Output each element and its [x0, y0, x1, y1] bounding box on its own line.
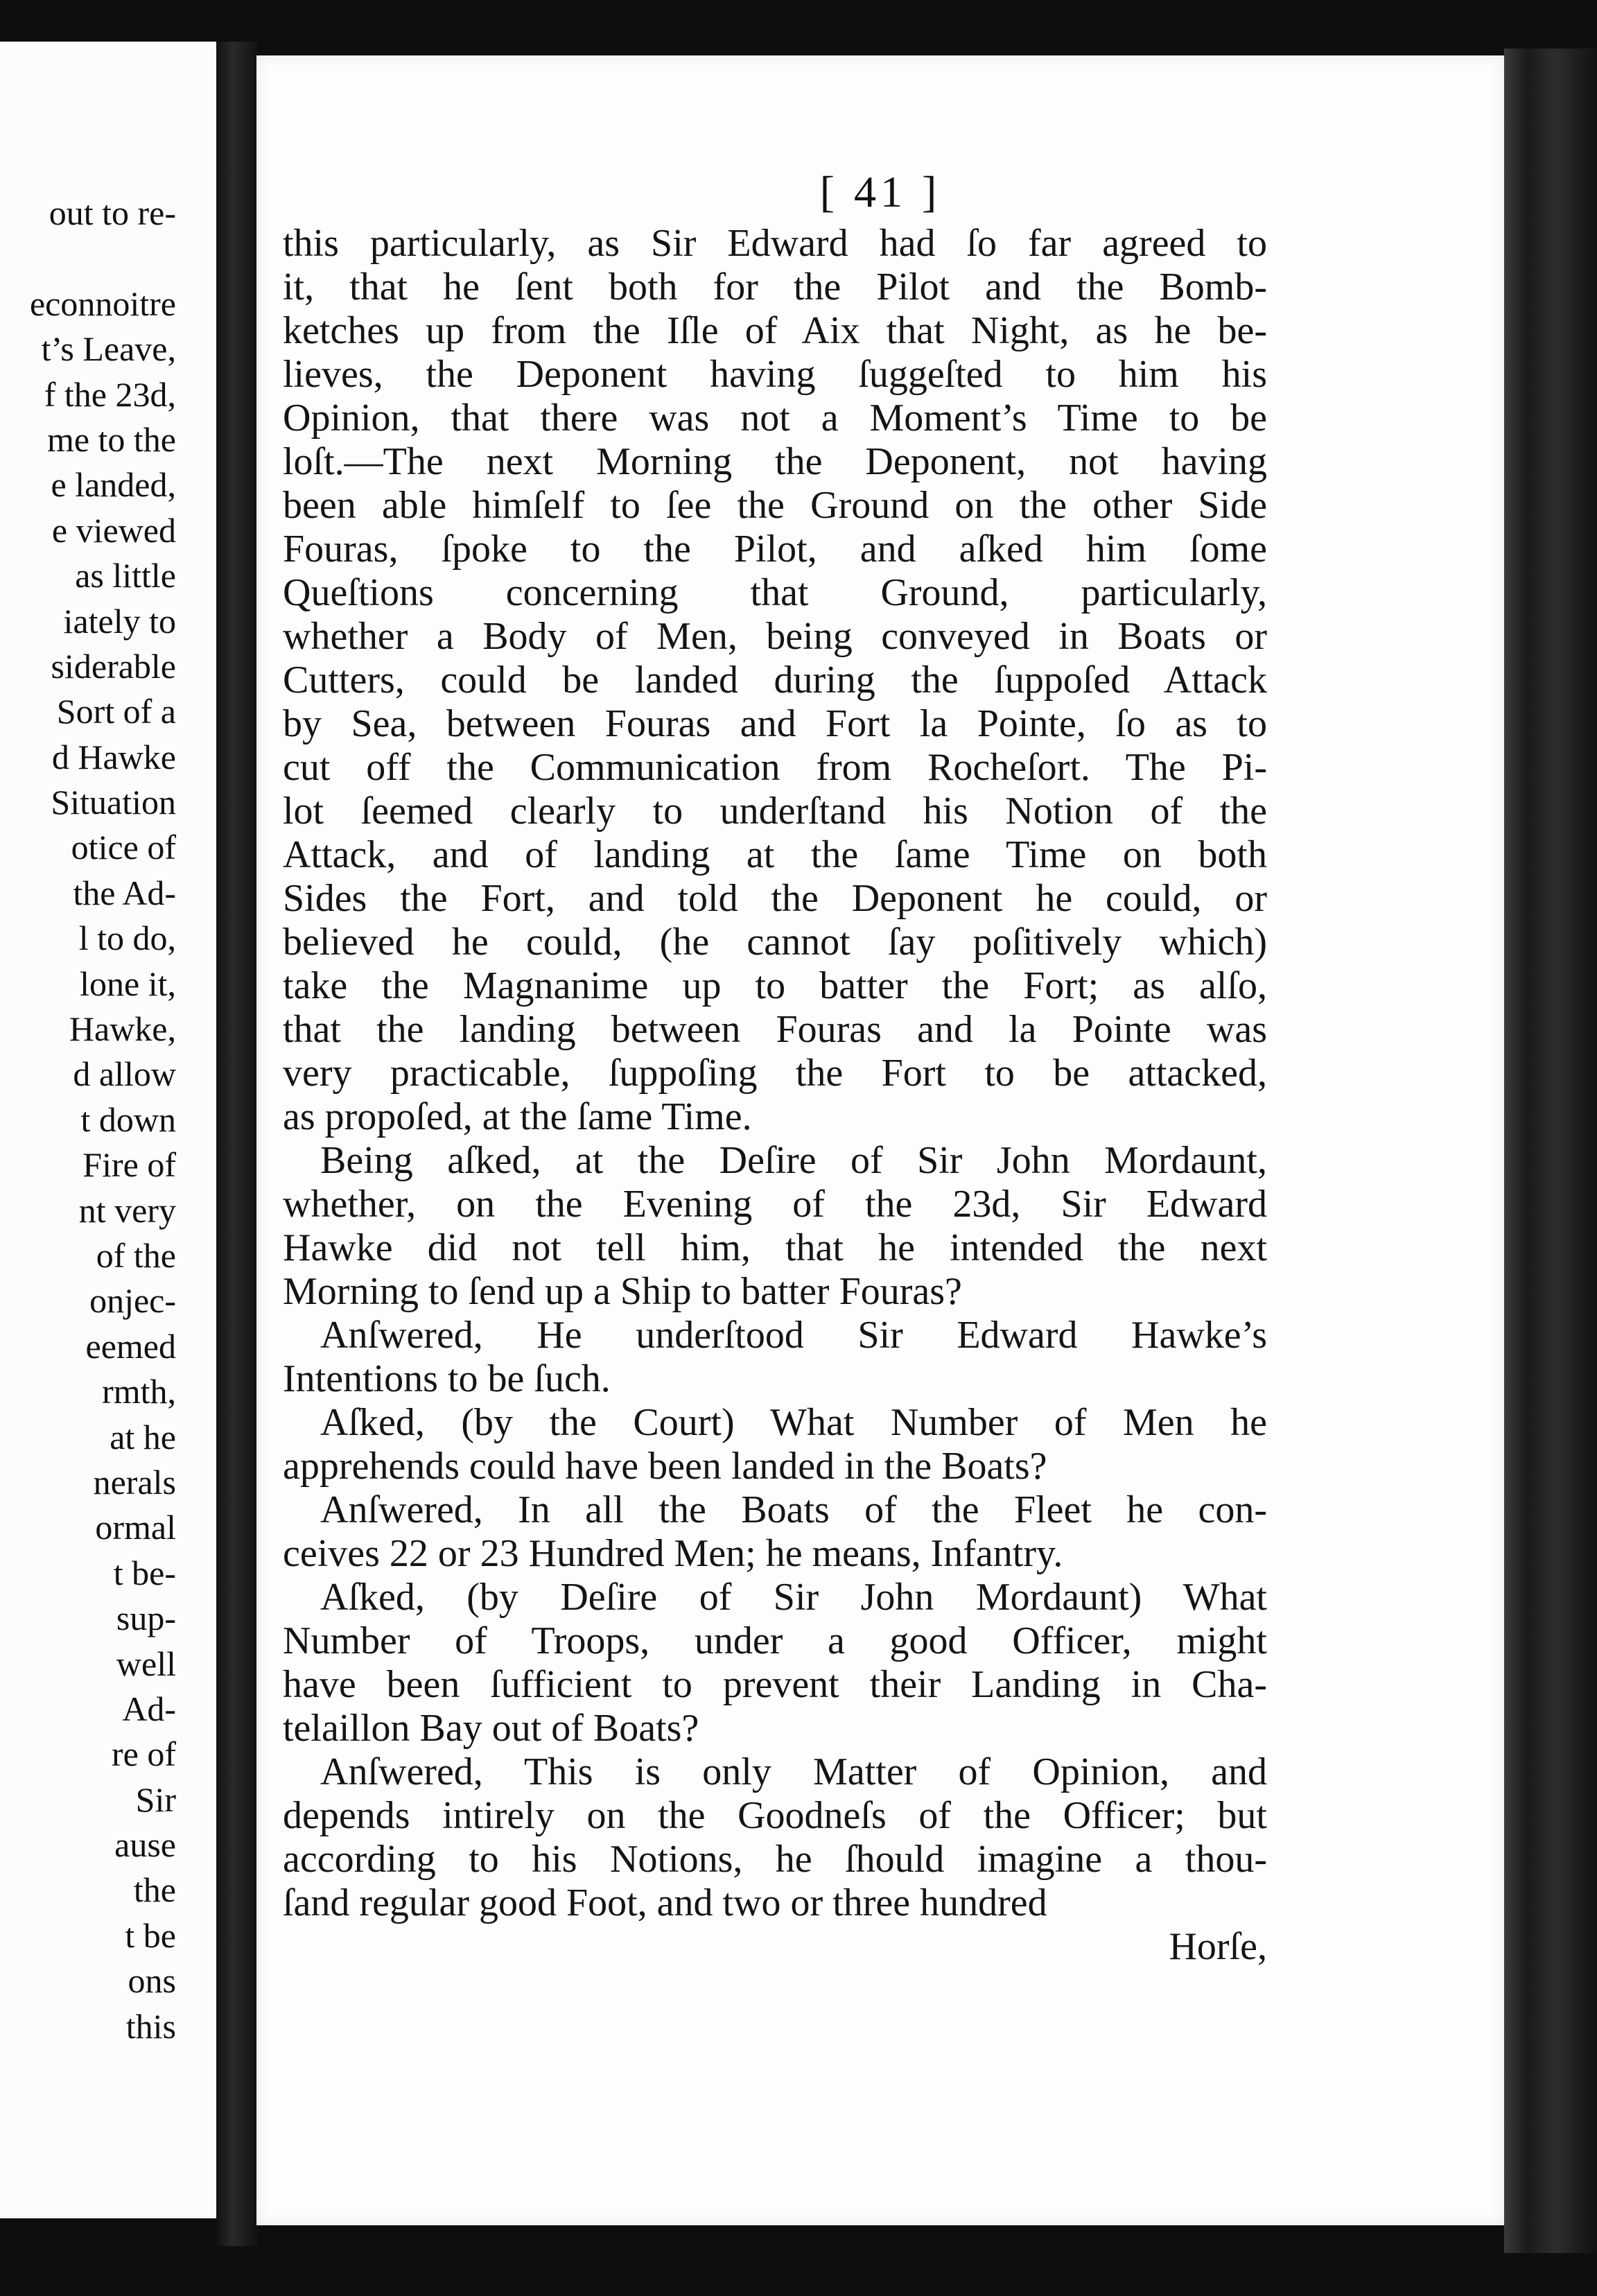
text-line: Morning to ſend up a Ship to batter Fouras?	[283, 1270, 962, 1313]
left-page-edge	[0, 42, 216, 2218]
text-line: very practicable, ſuppoſing the Fort to be attacked,	[283, 1052, 1267, 1095]
right-page	[256, 55, 1504, 2225]
text-line: depends intirely on the Goodneſs of the Officer; but	[283, 1794, 1267, 1837]
left-fragment-line: Sort of a	[56, 692, 176, 731]
text-line: Anſwered, He underſtood Sir Edward Hawke’s	[320, 1314, 1267, 1357]
question-2	[283, 1401, 1267, 1488]
text-line: according to his Notions, he ſhould imagine a thou-	[283, 1838, 1267, 1881]
left-fragment-line: lone it,	[80, 964, 176, 1003]
left-fragment-line: Hawke,	[69, 1009, 176, 1049]
text-line: Aſked, (by the Court) What Number of Men he	[320, 1401, 1267, 1444]
text-line: telaillon Bay out of Boats?	[283, 1707, 699, 1750]
left-fragment-line: the Ad-	[73, 873, 176, 912]
left-fragment-line: f the 23d,	[44, 374, 176, 414]
left-fragment-line: well	[116, 1644, 176, 1683]
text-line: Queſtions concerning that Ground, particularly,	[283, 571, 1267, 614]
text-line: Intentions to be ſuch.	[283, 1357, 611, 1400]
text-line: it, that he ſent both for the Pilot and the Bomb-	[283, 266, 1267, 308]
text-line: Hawke did not tell him, that he intended the next	[283, 1226, 1267, 1269]
left-fragment-line: t down	[80, 1099, 176, 1139]
text-line: Cutters, could be landed during the ſuppoſed Attack	[283, 659, 1267, 702]
question-3	[283, 1576, 1267, 1750]
left-fragment-line: nerals	[93, 1462, 176, 1502]
left-fragment-line: iately to	[63, 601, 176, 641]
left-fragment-line: onjec-	[89, 1281, 176, 1321]
text-line: Number of Troops, under a good Officer, might	[283, 1619, 1267, 1662]
text-line: ceives 22 or 23 Hundred Men; he means, Infantry.	[283, 1532, 1063, 1575]
catchword: Horſe,	[1169, 1925, 1267, 1968]
text-line: ſand regular good Foot, and two or three hundred	[283, 1881, 1047, 1924]
left-fragment-line: eemed	[85, 1326, 176, 1366]
left-fragment-line: Situation	[51, 783, 176, 822]
text-line: take the Magnanime up to batter the Fort; as alſo,	[283, 964, 1267, 1007]
left-fragment-line: Ad-	[122, 1689, 176, 1728]
left-fragment-line: rmth,	[102, 1372, 176, 1411]
left-fragment-line: t be-	[113, 1553, 176, 1592]
text-line: Anſwered, This is only Matter of Opinion, and	[320, 1750, 1267, 1793]
text-line: this particularly, as Sir Edward had ſo far agreed to	[283, 222, 1267, 265]
text-line: believed he could, (he cannot ſay poſitively which)	[283, 921, 1267, 964]
question-1	[283, 1139, 1267, 1314]
text-line: Being aſked, at the Deſire of Sir John Mordaunt,	[320, 1139, 1267, 1182]
text-line: have been ſufficient to prevent their Landing in Cha-	[283, 1663, 1267, 1706]
left-fragment-line: d allow	[73, 1054, 176, 1094]
text-line: been able himſelf to ſee the Ground on the other Side	[283, 484, 1267, 527]
left-fragment-line: e landed,	[51, 465, 176, 505]
left-fragment-line	[30, 236, 176, 281]
answer-3	[283, 1750, 1267, 1925]
left-fragment-line: Fire of	[82, 1145, 176, 1185]
book-gutter	[216, 42, 258, 2246]
text-line: loſt.—The next Morning the Deponent, not having	[283, 440, 1267, 483]
left-fragment-line: Sir	[135, 1780, 176, 1819]
left-fragment-line: re of	[112, 1734, 176, 1774]
left-fragment-line: me to the	[46, 419, 176, 459]
text-line: lieves, the Deponent having ſuggeſted to him his	[283, 353, 1267, 396]
left-fragment-line: siderable	[51, 646, 176, 686]
text-line: Anſwered, In all the Boats of the Fleet he con-	[320, 1488, 1267, 1531]
answer-2	[283, 1488, 1267, 1576]
paragraph-1	[283, 222, 1267, 1139]
left-fragment-line: ause	[114, 1825, 176, 1865]
left-fragment-line: otice of	[71, 828, 176, 867]
text-line: Attack, and of landing at the ſame Time on both	[283, 833, 1267, 876]
text-line: Aſked, (by Deſire of Sir John Mordaunt) What	[320, 1576, 1267, 1619]
text-line: whether, on the Evening of the 23d, Sir Edward	[283, 1183, 1267, 1226]
left-page-fragments	[30, 191, 176, 2049]
answer-1	[283, 1314, 1267, 1401]
left-fragment-line: t’s Leave,	[41, 329, 176, 369]
left-fragment-line: the	[133, 1870, 176, 1910]
text-line: whether a Body of Men, being conveyed in Boats or	[283, 615, 1267, 658]
text-line: apprehends could have been landed in the Boats?	[283, 1445, 1047, 1488]
left-fragment-line: out to re-	[49, 193, 176, 232]
page-stack-edge	[1504, 49, 1597, 2253]
text-line: Fouras, ſpoke to the Pilot, and aſked him ſome	[283, 528, 1267, 571]
page-body	[283, 222, 1267, 1969]
left-fragment-line: as little	[75, 556, 176, 595]
page-number: [ 41 ]	[819, 167, 941, 216]
left-fragment-line: sup-	[116, 1599, 176, 1638]
left-fragment-line: e viewed	[51, 510, 176, 550]
text-line: Opinion, that there was not a Moment’s Time to be	[283, 397, 1267, 440]
text-line: as propoſed, at the ſame Time.	[283, 1095, 752, 1138]
left-fragment-line: d Hawke	[51, 737, 176, 776]
text-line: Sides the Fort, and told the Deponent he could, or	[283, 877, 1267, 920]
left-fragment-line: ormal	[95, 1508, 176, 1547]
text-line: that the landing between Fouras and la Pointe was	[283, 1008, 1267, 1051]
text-line: cut off the Communication from Rocheſort. The Pi-	[283, 746, 1267, 789]
left-fragment-line: t be	[125, 1915, 176, 1955]
text-line: by Sea, between Fouras and Fort la Pointe, ſo as to	[283, 702, 1267, 745]
left-fragment-line: ons	[128, 1961, 176, 2001]
left-fragment-line: nt very	[78, 1190, 176, 1230]
text-line: ketches up from the Iſle of Aix that Night, as he be-	[283, 309, 1267, 352]
text-line: lot ſeemed clearly to underſtand his Notion of the	[283, 790, 1267, 833]
left-fragment-line: this	[125, 2006, 176, 2046]
left-fragment-line: econnoitre	[29, 284, 176, 323]
left-fragment-line: l to do,	[78, 919, 176, 958]
left-fragment-line: of the	[96, 1235, 176, 1275]
left-fragment-line: at he	[110, 1417, 176, 1456]
